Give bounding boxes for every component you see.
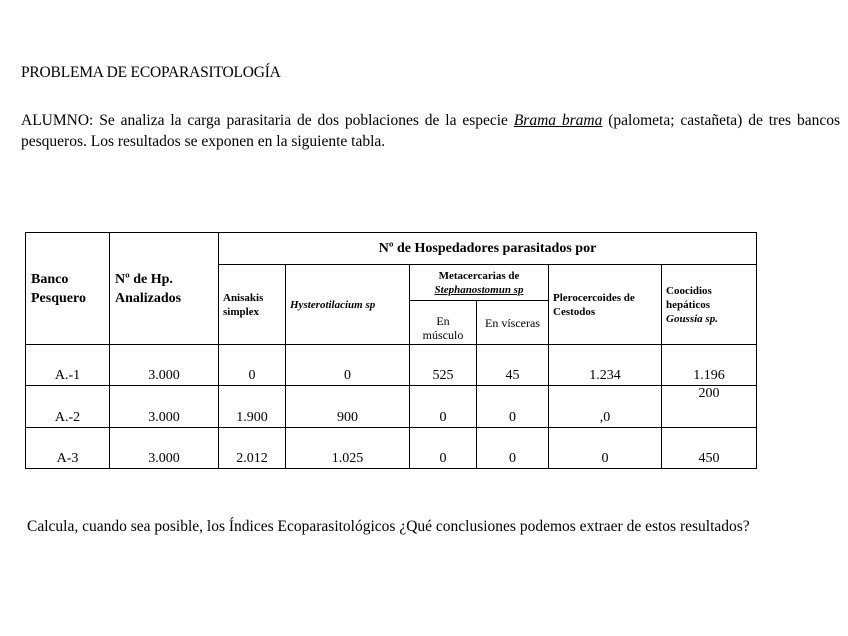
intro-paragraph — [21, 110, 840, 152]
intro-text-start: ALUMNO: Se analiza la carga parasitaria de dos poblaciones de la especie — [21, 112, 514, 129]
document-title: PROBLEMA DE ECOPARASITOLOGÍA — [21, 64, 281, 81]
cell-plerocercoides: ,0 — [549, 386, 662, 428]
table-header-row-1 — [26, 233, 757, 265]
cell-en-musculo: 0 — [410, 428, 477, 469]
cell-coccidios: 1.196 — [662, 345, 757, 386]
cell-hp: 3.000 — [110, 386, 219, 428]
cell-hysterotilacium: 1.025 — [286, 428, 410, 469]
cell-hysterotilacium: 900 — [286, 386, 410, 428]
cell-plerocercoides: 1.234 — [549, 345, 662, 386]
cell-en-visceras: 0 — [477, 386, 549, 428]
table-row — [26, 386, 757, 428]
header-metacercarias: Metacercarias de Stephanostomun sp — [410, 265, 549, 301]
header-en-visceras: En vísceras — [477, 301, 549, 345]
cell-hp: 3.000 — [110, 428, 219, 469]
cell-coccidios: 200 — [662, 386, 757, 428]
cell-plerocercoides: 0 — [549, 428, 662, 469]
table-row — [26, 345, 757, 386]
cell-hysterotilacium: 0 — [286, 345, 410, 386]
intro-text-end: (palometa; castañeta) de tres bancos pesqueros. Los resultados se exponen en la siguiente tabla. — [21, 112, 841, 150]
cell-en-visceras: 45 — [477, 345, 549, 386]
cell-banco: A.-2 — [26, 386, 110, 428]
cell-anisakis: 2.012 — [219, 428, 286, 469]
header-en-musculo: En músculo — [410, 301, 477, 345]
cell-anisakis: 1.900 — [219, 386, 286, 428]
species-name: Brama brama — [513, 112, 603, 129]
header-plerocercoides: Plerocercoides de Cestodos — [549, 265, 662, 345]
header-coccidios: Coocidios hepáticos Goussia sp. — [662, 265, 757, 345]
header-hospedadores-parasitados: Nº de Hospedadores parasitados por — [219, 233, 757, 265]
header-banco: Banco Pesquero — [26, 233, 110, 345]
cell-en-musculo: 0 — [410, 386, 477, 428]
cell-hp: 3.000 — [110, 345, 219, 386]
cell-anisakis: 0 — [219, 345, 286, 386]
cell-en-visceras: 0 — [477, 428, 549, 469]
cell-banco: A-3 — [26, 428, 110, 469]
table-row — [26, 428, 757, 469]
header-hp-analizados: Nº de Hp. Analizados — [110, 233, 219, 345]
parasite-table — [25, 232, 757, 469]
cell-coccidios: 450 — [662, 428, 757, 469]
question-text: Calcula, cuando sea posible, los Índices Ecoparasitológicos ¿Qué conclusiones podemos extraer de estos resultados? — [27, 518, 750, 535]
cell-en-musculo: 525 — [410, 345, 477, 386]
header-anisakis: Anisakis simplex — [219, 265, 286, 345]
header-hysterotilacium: Hysterotilacium sp — [286, 265, 410, 345]
cell-banco: A.-1 — [26, 345, 110, 386]
